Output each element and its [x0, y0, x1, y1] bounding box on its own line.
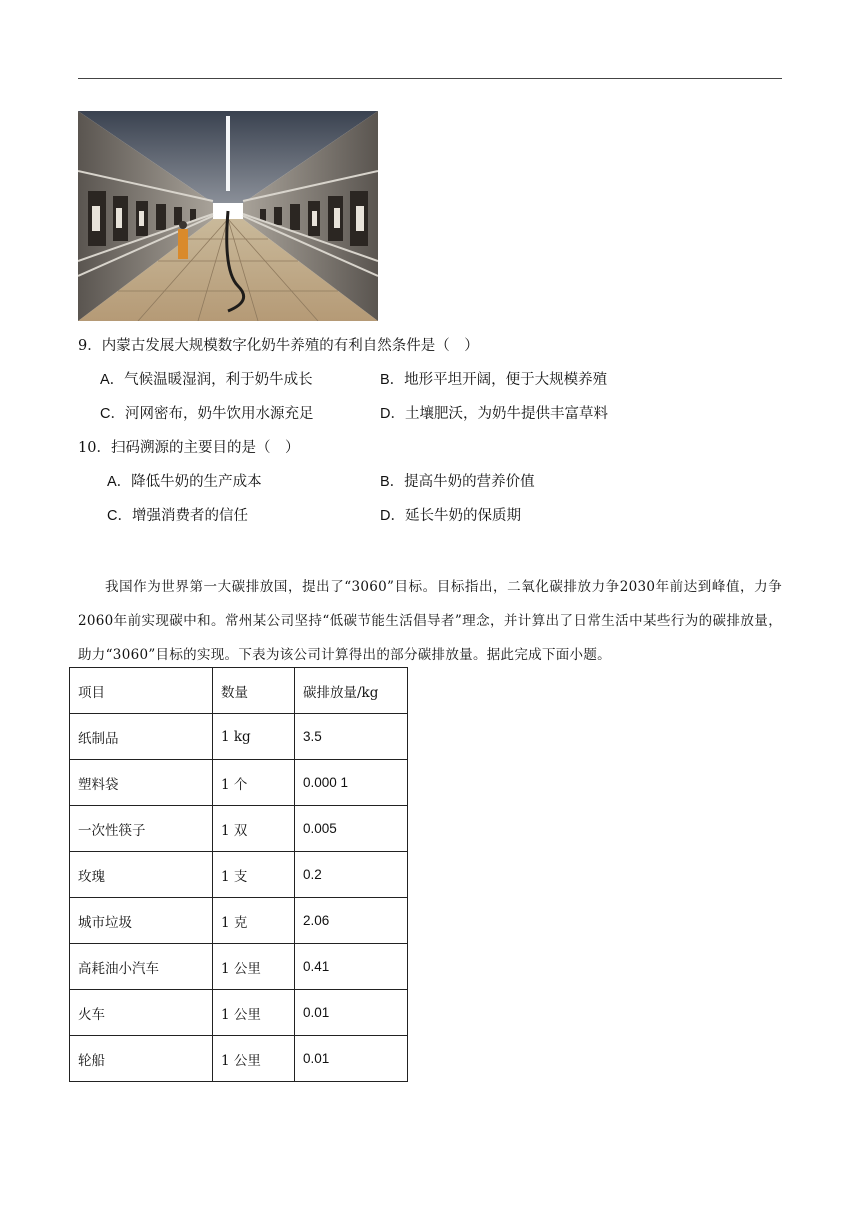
table-cell: 2.06 — [295, 898, 408, 944]
q10-option-b — [380, 473, 535, 491]
carbon-emission-table — [69, 667, 408, 1082]
option-text: 气候温暖湿润，利于奶牛成长 — [124, 372, 313, 388]
q9-option-b — [380, 371, 607, 389]
option-letter: D． — [380, 406, 405, 422]
table-cell: 0.2 — [295, 852, 408, 898]
option-text: 延长牛奶的保质期 — [404, 508, 521, 524]
option-letter: D． — [380, 508, 405, 524]
table-cell: 一次性筷子 — [70, 806, 213, 852]
option-letter: A． — [107, 474, 132, 490]
table-row — [70, 806, 408, 852]
table-cell: 1 公里 — [213, 1036, 295, 1082]
option-text: 地形平坦开阔，便于大规模养殖 — [404, 372, 608, 388]
option-letter: B． — [380, 372, 405, 388]
q10-option-d — [380, 507, 521, 525]
table-cell: 0.005 — [295, 806, 408, 852]
table-cell: 1 支 — [213, 852, 295, 898]
header-rule — [78, 78, 782, 79]
table-cell: 1 克 — [213, 898, 295, 944]
table-row — [70, 944, 408, 990]
option-text: 降低牛奶的生产成本 — [131, 474, 262, 490]
q10-option-c — [107, 507, 248, 525]
table-row — [70, 1036, 408, 1082]
table-cell: 1 公里 — [213, 990, 295, 1036]
table-cell: 0.01 — [295, 990, 408, 1036]
q9-option-c — [100, 405, 313, 423]
table-cell: 1 公里 — [213, 944, 295, 990]
table-cell: 1 kg — [213, 714, 295, 760]
table-header-cell: 项目 — [70, 668, 213, 714]
option-text: 土壤肥沃，为奶牛提供丰富草料 — [404, 406, 608, 422]
table-cell: 火车 — [70, 990, 213, 1036]
table-row — [70, 990, 408, 1036]
table-cell: 纸制品 — [70, 714, 213, 760]
table-row — [70, 760, 408, 806]
table-cell: 3.5 — [295, 714, 408, 760]
milking-parlor-photo — [78, 111, 378, 321]
table-row — [70, 852, 408, 898]
table-cell: 0.000 1 — [295, 760, 408, 806]
table-header-cell: 碳排放量/kg — [295, 668, 408, 714]
table-cell: 玫瑰 — [70, 852, 213, 898]
q9-option-a — [100, 371, 313, 389]
table-cell: 高耗油小汽车 — [70, 944, 213, 990]
table-cell: 塑料袋 — [70, 760, 213, 806]
option-text: 提高牛奶的营养价值 — [404, 474, 535, 490]
q9-option-d — [380, 405, 608, 423]
table-cell: 0.41 — [295, 944, 408, 990]
q10-option-a — [107, 473, 262, 491]
option-text: 河网密布，奶牛饮用水源充足 — [124, 406, 314, 422]
table-cell: 轮船 — [70, 1036, 213, 1082]
option-letter: B． — [380, 474, 405, 490]
table-row — [70, 714, 408, 760]
table-cell: 城市垃圾 — [70, 898, 213, 944]
option-letter: A． — [100, 372, 125, 388]
table-header-row — [70, 668, 408, 714]
table-cell: 1 双 — [213, 806, 295, 852]
table-cell: 0.01 — [295, 1036, 408, 1082]
option-letter: C． — [100, 406, 125, 422]
table-cell: 1 个 — [213, 760, 295, 806]
option-text: 增强消费者的信任 — [131, 508, 248, 524]
table-header-cell: 数量 — [213, 668, 295, 714]
q9-stem: 9．内蒙古发展大规模数字化奶牛养殖的有利自然条件是（ ） — [78, 338, 479, 354]
table-row — [70, 898, 408, 944]
q10-stem: 10．扫码溯源的主要目的是（ ） — [78, 440, 300, 456]
option-letter: C． — [107, 508, 132, 524]
passage-paragraph: 我国作为世界第一大碳排放国，提出了“3060”目标。目标指出，二氧化碳排放力争2030年前达到峰值，力争2060年前实现碳中和。常州某公司坚持“低碳节能生活倡导者”理念，并计算出了日常生活中某些行为的碳排放量，助力“3060”目标的实现。下表为该公司计算得出的部分碳排放量。据此完成下面小题。 — [78, 579, 782, 663]
